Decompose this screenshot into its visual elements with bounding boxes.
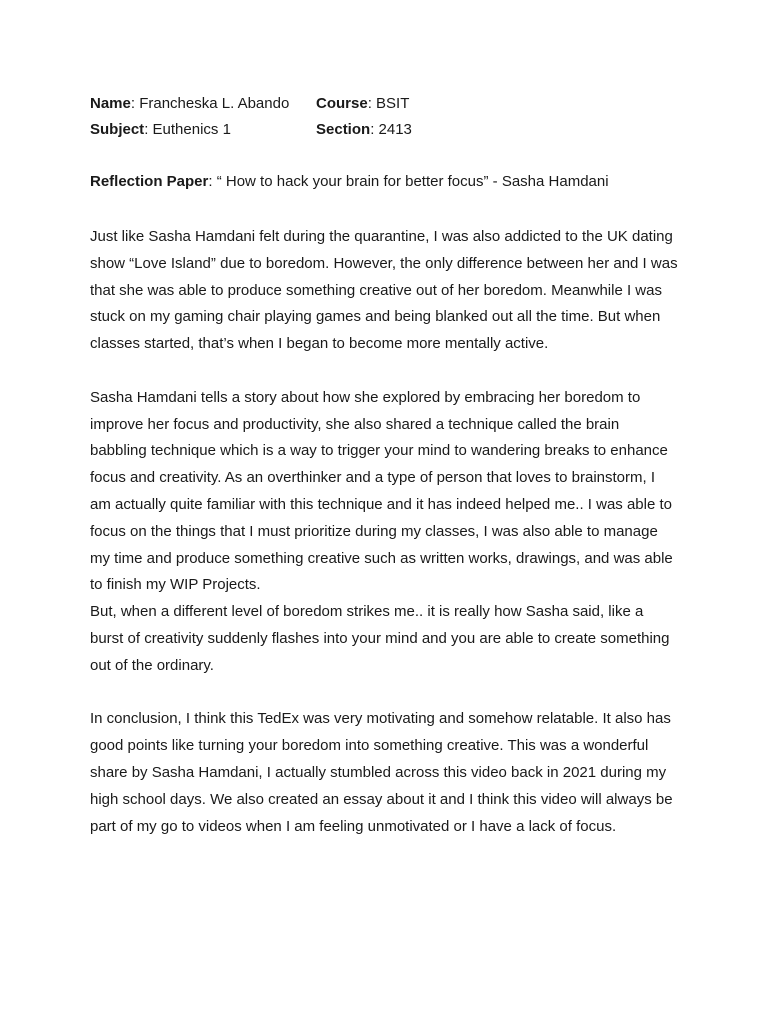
subject-field	[90, 117, 316, 143]
essay-body	[90, 224, 680, 840]
paragraph-1: Just like Sasha Hamdani felt during the quarantine, I was also addicted to the UK dating show “Love Island” due to boredom. However, the only difference between her and I was that she was able to produce something creative out of her boredom. Meanwhile I was stuck on my gaming chair playing games and being blanked out all the time. But when classes started, that’s when I began to become more mentally active.	[90, 228, 678, 353]
section-field	[316, 117, 412, 143]
name-value: : Francheska L. Abando	[130, 95, 290, 112]
course-value: : BSIT	[367, 95, 410, 112]
reflection-label: Reflection Paper	[90, 173, 209, 190]
reflection-title	[90, 171, 690, 193]
header-row-2	[90, 117, 690, 143]
name-field	[90, 91, 316, 117]
name-label: Name	[90, 95, 131, 112]
reflection-value: : “ How to hack your brain for better focus” - Sasha Hamdani	[208, 173, 609, 190]
course-field	[316, 91, 409, 117]
paragraph-spacer	[90, 680, 680, 707]
paragraph-2: Sasha Hamdani tells a story about how she explored by embracing her boredom to improve her focus and productivity, she also shared a technique called the brain babbling technique which is a way to trigger your mind to wandering breaks to enhance focus and creativity. As an overthinker and a type of person that loves to brainstorm, I am actually quite familiar with this technique and it has indeed helped me.. I was able to focus on the things that I must prioritize during my classes, I was also able to manage my time and produce something creative such as written works, drawings, and was able to finish my WIP Projects.	[90, 388, 673, 594]
section-value: : 2413	[370, 121, 412, 138]
course-label: Course	[316, 95, 368, 112]
subject-value: : Euthenics 1	[144, 121, 231, 138]
header-row-1	[90, 91, 690, 117]
paragraph-spacer	[90, 358, 680, 385]
header-info	[90, 91, 690, 143]
paragraph-4: In conclusion, I think this TedEx was very motivating and somehow relatable. It also has good points like turning your boredom into something creative. This was a wonderful share by Sasha Hamdani, I actually stumbled across this video back in 2021 during my high school days. We also created an essay about it and I think this video will always be part of my go to videos when I am feeling unmotivated or I have a lack of focus.	[90, 710, 673, 835]
section-label: Section	[316, 121, 371, 138]
subject-label: Subject	[90, 121, 145, 138]
paragraph-3: But, when a different level of boredom strikes me.. it is really how Sasha said, like a burst of creativity suddenly flashes into your mind and you are able to create something out of the ordinary.	[90, 603, 670, 674]
